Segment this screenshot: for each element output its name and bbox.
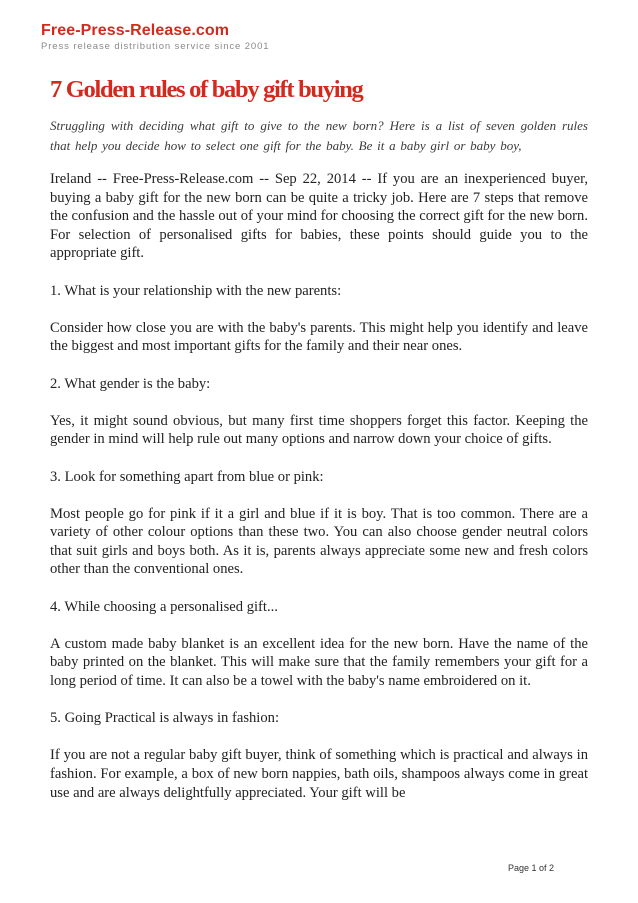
article-paragraph: Ireland -- Free-Press-Release.com -- Sep 22, 2014 -- If you are an inexperienced buyer, buying a baby gift for the new born can be quite a tricky job. Here are 7 steps that remove the confusion and the hassle out of your mind for choosing the correct gift for the new born. For selection of personalised gifts for babies, these points should guide you to the appropriate gift.	[50, 171, 588, 262]
page-number: Page 1 of 2	[507, 863, 554, 873]
section-heading: 3. Look for something apart from blue or pink:	[50, 468, 324, 485]
logo-tagline: Press release distribution service since 2001	[41, 41, 270, 52]
article-title: 7 Golden rules of baby gift buying	[50, 76, 363, 103]
article-paragraph: Yes, it might sound obvious, but many first time shoppers forget this factor. Keeping the gender in mind will help rule out many options and narrow down your choice of gifts.	[50, 412, 588, 448]
article-paragraph: If you are not a regular baby gift buyer, think of something which is practical and always in fashion. For example, a box of new born nappies, bath oils, shampoos always come in great use and are always delightfully appreciated. Your gift will be	[50, 747, 588, 801]
article-paragraph: Consider how close you are with the baby's parents. This might help you identify and leave the biggest and most important gifts for the family and their near ones.	[50, 319, 588, 355]
site-logo	[41, 22, 269, 53]
article-paragraph: A custom made baby blanket is an excellent idea for the new born. Have the name of the baby printed on the blanket. This will make sure that the family remembers your gift for a long period of time. It can also be a towel with the baby's name embroidered on it.	[50, 635, 588, 690]
section-heading: 4. While choosing a personalised gift...	[50, 598, 278, 615]
article-content	[50, 116, 588, 821]
logo-site-name: Free-Press-Release.com	[41, 22, 230, 39]
section-heading: 5. Going Practical is always in fashion:	[50, 710, 279, 727]
section-heading: 2. What gender is the baby:	[50, 375, 211, 392]
article-paragraph: Most people go for pink if it a girl and blue if it is boy. That is too common. There are a variety of other colour options than these two. You can also choose gender neutral colors that suit girls and boys both. As it is, parents always appreciate some new and fresh colors other than the conventional ones.	[50, 505, 588, 578]
article-summary: Struggling with deciding what gift to give to the new born? Here is a list of seven golden rules that help you decide how to select one gift for the baby. Be it a baby girl or baby boy,	[50, 118, 588, 153]
article-body	[50, 170, 588, 802]
section-heading: 1. What is your relationship with the new parents:	[50, 282, 342, 299]
